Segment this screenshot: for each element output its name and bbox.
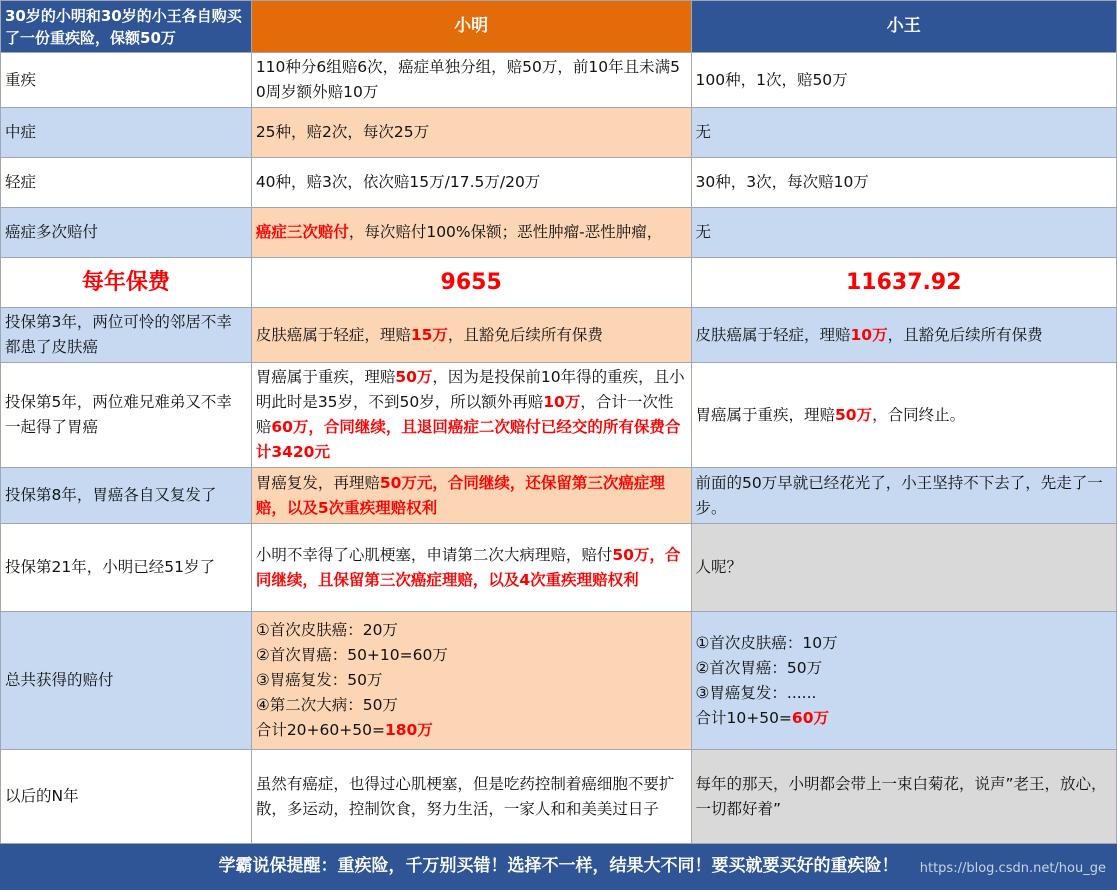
body-text: 胃癌复发，再理赔: [255, 473, 380, 492]
xiaowang-cell: 30种，3次，每次赔10万: [691, 158, 1117, 208]
body-text: 皮肤癌属于轻症，理赔: [695, 325, 851, 344]
payout-line: ④第二次大病：50万: [255, 696, 398, 714]
footer-text: 学霸说保提醒：重疾险，千万别买错！选择不一样，结果大不同！要买就要买好的重疾险！: [218, 856, 899, 876]
xiaoming-cell: 110种分6组赔6次，癌症单独分组，赔50万，前10年且未满50周岁额外赔10万: [251, 53, 691, 108]
body-text: 合计20+60+50=: [255, 721, 385, 739]
xiaoming-cell: [251, 468, 691, 524]
row-label: 总共获得的赔付: [1, 612, 252, 750]
footer-row: [1, 844, 1117, 890]
body-text: 胃癌属于重疾，理赔: [695, 405, 836, 424]
row-label: 以后的N年: [1, 750, 252, 844]
payout-line: ②首次胃癌：50+10=60万: [255, 646, 448, 664]
row-year5: [1, 363, 1117, 468]
highlight-text: 60万: [791, 708, 829, 727]
highlight-text: 10万: [850, 325, 888, 344]
xiaoming-premium: 9655: [251, 258, 691, 308]
xiaowang-cell: 人呢？: [691, 524, 1117, 612]
body-text: ，合同终止。: [872, 405, 966, 424]
highlight-text: 癌症三次赔付: [255, 223, 349, 241]
xiaowang-cell: [691, 612, 1117, 750]
highlight-text: 50万: [395, 368, 433, 386]
row-total: [1, 612, 1117, 750]
xiaoming-cell: 40种，赔3次，依次赔15万/17.5万/20万: [251, 158, 691, 208]
body-text: ，且豁免后续所有保费: [447, 325, 603, 344]
row-baofei: [1, 258, 1117, 308]
row-zhongzheng: [1, 108, 1117, 158]
xiaowang-premium: 11637.92: [691, 258, 1117, 308]
xiaoming-cell: [251, 612, 691, 750]
body-text: ，且豁免后续所有保费: [887, 325, 1043, 344]
xiaowang-cell: 每年的那天，小明都会带上一束白菊花，说声”老王，放心，一切都好着”: [691, 750, 1117, 844]
body-text: ，合计一次性赔: [255, 393, 674, 436]
highlight-text: 15万: [410, 325, 448, 344]
row-label: 轻症: [1, 158, 252, 208]
row-year8: [1, 468, 1117, 524]
xiaowang-cell: 无: [691, 108, 1117, 158]
header-corner: 30岁的小明和30岁的小王各自购买了一份重疾险，保额50万: [1, 1, 252, 53]
payout-line: ③胃癌复发：......: [695, 683, 817, 702]
row-zhongji: [1, 53, 1117, 108]
body-text: ，因为是投保前10年得的重疾，且小明此时是35岁，不到50岁，所以额外再赔: [255, 368, 685, 411]
row-label: 投保第3年，两位可怜的邻居不幸都患了皮肤癌: [1, 308, 252, 363]
payout-line: ②首次胃癌：50万: [695, 658, 823, 677]
row-label: 中症: [1, 108, 252, 158]
xiaowang-cell: [691, 308, 1117, 363]
row-label: 投保第8年，胃癌各自又复发了: [1, 468, 252, 524]
payout-line: ①首次皮肤癌：20万: [255, 621, 398, 639]
payout-line: ③胃癌复发：50万: [255, 671, 383, 689]
row-aizheng: [1, 208, 1117, 258]
row-year21: [1, 524, 1117, 612]
footer-banner: [1, 844, 1117, 890]
header-xiaowang: 小王: [691, 1, 1117, 53]
row-year3: [1, 308, 1117, 363]
xiaoming-cell: 25种，赔2次，每次25万: [251, 108, 691, 158]
row-label: 每年保费: [1, 258, 252, 308]
xiaowang-cell: [691, 363, 1117, 468]
xiaowang-cell: 无: [691, 208, 1117, 258]
xiaoming-cell: [251, 524, 691, 612]
body-text: 皮肤癌属于轻症，理赔: [255, 325, 411, 344]
body-text: 合计10+50=: [695, 708, 792, 727]
xiaoming-cell: [251, 363, 691, 468]
row-label: 投保第21年，小明已经51岁了: [1, 524, 252, 612]
xiaoming-cell: [251, 208, 691, 258]
highlight-text: 10万: [543, 393, 581, 411]
row-label: 癌症多次赔付: [1, 208, 252, 258]
xiaoming-cell: 虽然有癌症，也得过心肌梗塞，但是吃药控制着癌细胞不要扩散，多运动，控制饮食，努力生活，一家人和和美美过日子: [251, 750, 691, 844]
payout-sum: [696, 706, 1113, 731]
payout-line: ①首次皮肤癌：10万: [695, 633, 838, 652]
body-text: ，每次赔付100%保额；恶性肿瘤-恶性肿瘤，: [348, 223, 663, 241]
row-future: [1, 750, 1117, 844]
body-text: 胃癌属于重疾，理赔: [255, 368, 396, 386]
payout-sum: [256, 718, 687, 743]
xiaoming-cell: [251, 308, 691, 363]
row-qingzheng: [1, 158, 1117, 208]
highlight-text: 60万，合同继续，且退回癌症二次赔付已经交的所有保费合计3420元: [255, 418, 681, 461]
header-row: [1, 1, 1117, 53]
row-label: 投保第5年，两位难兄难弟又不幸一起得了胃癌: [1, 363, 252, 468]
row-label: 重疾: [1, 53, 252, 108]
header-xiaoming: 小明: [251, 1, 691, 53]
highlight-text: 180万: [384, 721, 433, 739]
highlight-text: 50万元，合同继续，还保留第三次癌症理赔，以及5次重疾理赔权利: [255, 473, 665, 517]
body-text: 小明不幸得了心肌梗塞，申请第二次大病理赔，赔付: [255, 545, 613, 564]
xiaowang-cell: 前面的50万早就已经花光了，小王坚持不下去了，先走了一步。: [691, 468, 1117, 524]
highlight-text: 50万: [835, 405, 873, 424]
highlight-text: 50万，合同继续，且保留第三次癌症理赔，以及4次重疾理赔权利: [255, 545, 681, 589]
watermark: https://blog.csdn.net/hou_ge: [919, 861, 1106, 876]
xiaowang-cell: 100种，1次，赔50万: [691, 53, 1117, 108]
